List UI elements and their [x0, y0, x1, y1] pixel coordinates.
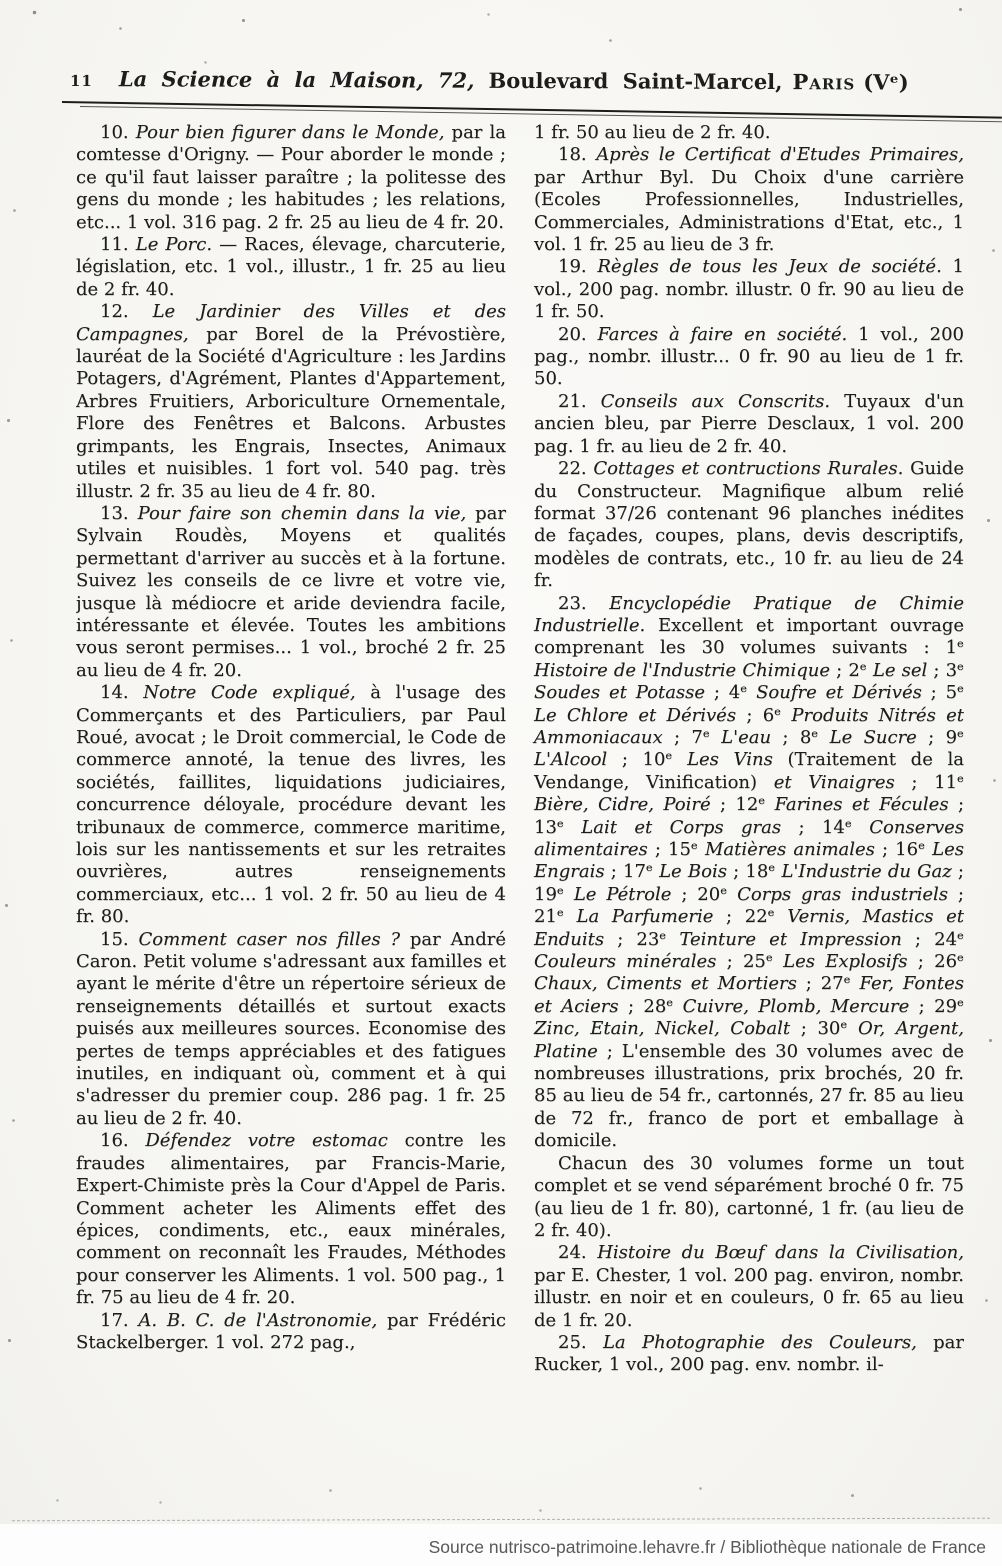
- text-run: 25.: [558, 1331, 603, 1353]
- book-title: Farces à faire en société.: [597, 323, 848, 345]
- book-title: Chaux, Ciments et Mortiers: [534, 973, 797, 995]
- text-run: 19.: [558, 256, 598, 278]
- text-run: par Rucker, 1 vol., 200 pag. env. nombr. il-: [534, 1331, 964, 1376]
- text-run: (Traitement de la Vendange, Vinification): [534, 749, 964, 793]
- book-title: Cottages et contructions Rurales.: [593, 458, 904, 480]
- journal-title: La Science à la Maison, 72,: [118, 66, 475, 93]
- catalog-entry: [534, 1153, 964, 1243]
- text-run: ; 15ᵉ: [647, 839, 705, 860]
- book-title: Farines et Fécules: [774, 794, 949, 816]
- text-run: 11.: [100, 234, 136, 256]
- page-number: 11: [69, 72, 93, 91]
- book-title: Histoire de l'Industrie Chimique: [534, 659, 831, 681]
- text-run: 18.: [558, 144, 597, 166]
- text-run: ; 22ᵉ: [713, 906, 788, 928]
- book-title: Le Porc.: [135, 234, 213, 256]
- text-run: par Frédéric Stackelberger. 1 vol. 272 pag.,: [76, 1309, 506, 1353]
- text-run: Tuyaux d'un ancien bleu, par Pierre Desclaux, 1 vol. 200 pag. 1 fr. au lieu de 2 fr. 40.: [534, 390, 964, 457]
- book-title: Conseils aux Conscrits.: [600, 390, 831, 412]
- catalog-entry: [76, 1130, 506, 1309]
- text-run: par la comtesse d'Origny. — Pour aborder le monde ; ce qu'il faut laisser paraître ; la politesse des gens du monde ; les habitudes ; les relations, etc... 1 vol. 316 pag. 2 fr. 25 au lieu de 4 fr. 20.: [76, 122, 506, 233]
- text-run: 10.: [100, 122, 136, 143]
- book-title: Lait et Corps gras: [581, 816, 782, 838]
- text-run: 22.: [558, 458, 594, 480]
- book-title: Règles de tous les Jeux de société.: [597, 256, 942, 278]
- text-run: Excellent et important ouvrage comprenant les 30 volumes suivants : 1ᵉ: [534, 614, 964, 659]
- catalog-entry: [76, 234, 506, 301]
- text-run: 12.: [100, 301, 153, 323]
- book-title: Après le Certificat d'Etudes Primaires,: [596, 144, 964, 166]
- book-title: Corps gras industriels: [737, 883, 948, 905]
- book-title: Comment caser nos filles ?: [138, 928, 401, 950]
- book-title: Encyclopédie Pratique de Chimie Industrielle.: [534, 592, 964, 636]
- text-run: ; 30ᵉ: [790, 1018, 858, 1040]
- publisher-city: Paris: [792, 69, 856, 95]
- text-run: 15.: [100, 928, 139, 950]
- text-run: ; 5ᵉ: [921, 682, 964, 704]
- book-title: Fer, Fontes et Aciers: [534, 973, 964, 1017]
- book-title: Bière, Cidre, Poiré: [534, 794, 711, 816]
- text-run: ; 11ᵉ: [894, 771, 964, 793]
- text-run: ; 21ᵉ: [534, 883, 964, 928]
- text-run: 1 vol., 200 pag. nombr. illustr. 0 fr. 90 au lieu de 1 fr. 50.: [534, 256, 964, 323]
- text-run: ; 27ᵉ: [796, 973, 860, 995]
- book-title: Couleurs minérales: [534, 951, 717, 973]
- text-run: ; 18ᵉ: [726, 861, 782, 883]
- catalog-entry: [76, 301, 506, 503]
- text-run: ; 20ᵉ: [671, 883, 738, 905]
- catalog-entry: [76, 929, 506, 1131]
- book-title: Défendez votre estomac: [145, 1130, 388, 1152]
- catalog-entry: [534, 1242, 964, 1332]
- text-run: ; 7ᵉ: [662, 726, 722, 748]
- catalog-entry: [534, 458, 964, 592]
- book-title: Le Pétrole: [573, 883, 672, 905]
- catalog-entry: [534, 593, 964, 1153]
- page-bottom-edge: [12, 1518, 990, 1522]
- text-run: 17.: [100, 1309, 139, 1331]
- right-column: [534, 122, 964, 1518]
- book-title: Zinc, Etain, Nickel, Cobalt: [534, 1018, 791, 1040]
- text-run: 20.: [558, 323, 598, 345]
- text-run: 24.: [558, 1242, 598, 1264]
- book-title: Vernis, Mastics et Enduits: [534, 906, 964, 950]
- text-run: ; 25ᵉ: [716, 951, 784, 973]
- source-credit: Source nutrisco-patrimoine.lehavre.fr / Bibliothèque nationale de France: [428, 1537, 986, 1557]
- text-run: ; 28ᵉ: [618, 995, 683, 1017]
- text-run: ; 12ᵉ: [710, 794, 775, 816]
- text-run: ; 10ᵉ: [607, 749, 688, 771]
- catalog-entry: [534, 256, 964, 323]
- text-run: ; 13ᵉ: [534, 794, 964, 838]
- book-title: L'Alcool: [534, 749, 608, 771]
- header-rule-top: [62, 101, 1002, 119]
- text-run: par André Caron. Petit volume s'adressant aux familles et ayant le mérite d'être un répertoire sérieux de renseignements détaillés et surtout exacts puisés aux meilleures sources. Economise des pertes de temps appréciables et des fatigues inutiles, en indiquant où, comment et à qui s'adresser du premier coup. 286 pag. 1 fr. 25 au lieu de 2 fr. 40.: [76, 928, 506, 1129]
- text-run: ; 19ᵉ: [534, 861, 964, 905]
- publisher-address: Boulevard Saint-Marcel,: [488, 67, 783, 95]
- text-run: ; 6ᵉ: [736, 704, 792, 726]
- text-run: ; 8ᵉ: [771, 726, 830, 748]
- text-run: ; 14ᵉ: [781, 816, 870, 838]
- text-run: 13.: [100, 502, 138, 524]
- text-run: ; 3ᵉ: [927, 659, 964, 681]
- text-run: ; L'ensemble des 30 volumes avec de nombreuses illustrations, prix brochés, 20 fr. 85 au lieu de 54 fr., cartonnés, 27 fr. 85 au lieu de 72 fr., franco de port et emballage à domicile.: [534, 1040, 964, 1152]
- book-title: Le Chlore et Dérivés: [534, 704, 737, 726]
- text-run: ; 9ᵉ: [916, 726, 964, 748]
- scan-noise-specks: [0, 0, 1, 1]
- text-run: 1 vol., 200 pag., nombr. illustr... 0 fr. 90 au lieu de 1 fr. 50.: [534, 323, 964, 390]
- text-run: 1 fr. 50 au lieu de 2 fr. 40.: [534, 122, 771, 143]
- text-run: 16.: [100, 1130, 146, 1152]
- book-title: A. B. C. de l'Astronomie,: [138, 1309, 378, 1331]
- book-title: Les Explosifs: [783, 951, 908, 973]
- catalog-entry: [76, 682, 506, 928]
- text-run: par Borel de la Prévostière, lauréat de la Société d'Agriculture : les Jardins Potagers, d'Agrément, Plantes d'Appartement, Arbres Fruitiers, Arboriculture Ornementale, Flore des Fenêtres et Balcons. Arbustes grimpants, les Engrais, Insectes, Animaux utiles et nuisibles. 1 fort vol. 540 pag. très illustr. 2 fr. 35 au lieu de 4 fr. 80.: [76, 323, 506, 502]
- catalog-entry: [534, 391, 964, 458]
- book-title: Les Engrais: [534, 839, 964, 883]
- book-title: Pour faire son chemin dans la vie,: [137, 502, 467, 524]
- text-run: ; 23ᵉ: [604, 928, 680, 950]
- text-run: Chacun des 30 volumes forme un tout complet et se vend séparément broché 0 fr. 75 (au lieu de 1 fr. 80), cartonné, 1 fr. (au lieu de 2 fr. 40).: [534, 1152, 964, 1241]
- catalog-entry: [76, 503, 506, 682]
- catalog-entry: [534, 144, 964, 256]
- book-title: Le Sucre: [829, 726, 917, 748]
- book-title: Pour bien figurer dans le Monde,: [135, 122, 445, 143]
- text-run: ; 17ᵉ: [604, 861, 660, 883]
- text-run: ; 26ᵉ: [907, 951, 964, 973]
- book-title: Or, Argent, Platine: [534, 1018, 964, 1062]
- text-run: contre les fraudes alimentaires, par Francis-Marie, Expert-Chimiste près la Cour d'Appel de Paris. Comment acheter les Aliments effet des épices, condiments, etc., eaux minérales, comment on reconnaît les Fraudes, Méthodes pour conserver les Aliments. 1 vol. 500 pag., 1 fr. 75 au lieu de 4 fr. 20.: [76, 1130, 506, 1309]
- text-run: ; 29ᵉ: [909, 995, 964, 1017]
- text-run: 23.: [558, 592, 610, 614]
- catalog-entry: [534, 1332, 964, 1377]
- book-title: Notre Code expliqué,: [143, 682, 356, 704]
- text-run: ; 24ᵉ: [901, 928, 964, 950]
- book-title: La Parfumerie: [576, 906, 714, 928]
- catalog-entry: [76, 122, 506, 234]
- book-title: Conserves alimentaires: [534, 816, 964, 860]
- text-run: par E. Chester, 1 vol. 200 pag. environ, nombr. illustr. en noir et en couleurs, 0 fr. 65 au lieu de 1 fr. 20.: [534, 1264, 964, 1331]
- book-title: L'eau: [721, 726, 772, 748]
- catalog-entry: [76, 1310, 506, 1355]
- text-run: ; 4ᵉ: [705, 682, 757, 704]
- book-title: La Photographie des Couleurs,: [602, 1331, 917, 1353]
- book-title: Le Jardinier des Villes et des Campagnes,: [76, 301, 506, 345]
- book-title: Le sel: [872, 659, 928, 681]
- catalog-entry: [534, 324, 964, 391]
- book-title: Cuivre, Plomb, Mercure: [682, 995, 910, 1017]
- book-title: Le Bois: [659, 861, 727, 883]
- page-header: [70, 66, 985, 95]
- left-column: [76, 122, 506, 1518]
- book-title: Produits Nitrés et Ammoniacaux: [534, 704, 964, 748]
- book-title: Soufre et Dérivés: [756, 682, 922, 704]
- arrondissement-label: (Vᵉ): [863, 69, 909, 95]
- text-run: Guide du Constructeur. Magnifique album relié format 37/26 contenant 96 planches inédites de façades, coupes, plans, devis descriptifs, modèles de contrats, etc., 10 fr. au lieu de 24 fr.: [534, 458, 964, 592]
- text-run: à l'usage des Commerçants et des Particuliers, par Paul Roué, avocat ; le Droit commercial, le Code de commerce annoté, la tenue des livres, les sociétés, faillites, liquidations judiciaires, concurrence déloyale, procédure devant les tribunaux de commerce, commerce maritime, lois sur les nantissements et sur les retraites ouvrières, autres renseignements commerciaux, etc... 1 vol. 2 fr. 50 au lieu de 4 fr. 80.: [76, 682, 506, 928]
- text-run: par Sylvain Roudès, Moyens et qualités permettant d'arriver au succès et à la fortune. Suivez les conseils de ce livre et votre vie, jusque là médiocre et aride deviendra facile, intéressante et élevée. Toutes les ambitions vous seront permises... 1 vol., broché 2 fr. 25 au lieu de 4 fr. 20.: [76, 502, 506, 681]
- book-title: et Vinaigres: [773, 771, 895, 793]
- catalog-entry: [534, 122, 964, 144]
- book-title: Histoire du Bœuf dans la Civilisation,: [597, 1242, 964, 1264]
- text-run: — Races, élevage, charcuterie, législation, etc. 1 vol., illustr., 1 fr. 25 au lieu de 2 fr. 40.: [76, 234, 506, 300]
- book-title: Matières animales: [705, 839, 875, 860]
- book-title: Soudes et Potasse: [534, 682, 706, 704]
- text-run: 14.: [100, 682, 144, 704]
- text-run: ; 16ᵉ: [874, 839, 933, 860]
- text-run: ; 2ᵉ: [830, 659, 873, 681]
- book-title: Teinture et Impression: [679, 928, 902, 950]
- text-run: 21.: [558, 390, 601, 412]
- book-title: Les Vins: [687, 749, 773, 771]
- catalog-columns: [76, 122, 964, 1518]
- text-run: par Arthur Byl. Du Choix d'une carrière (Ecoles Professionnelles, Industrielles, Commerciales, Administrations d'Etat, etc., 1 vol. 1 fr. 25 au lieu de 3 fr.: [534, 166, 964, 256]
- book-title: L'Industrie du Gaz: [781, 861, 952, 883]
